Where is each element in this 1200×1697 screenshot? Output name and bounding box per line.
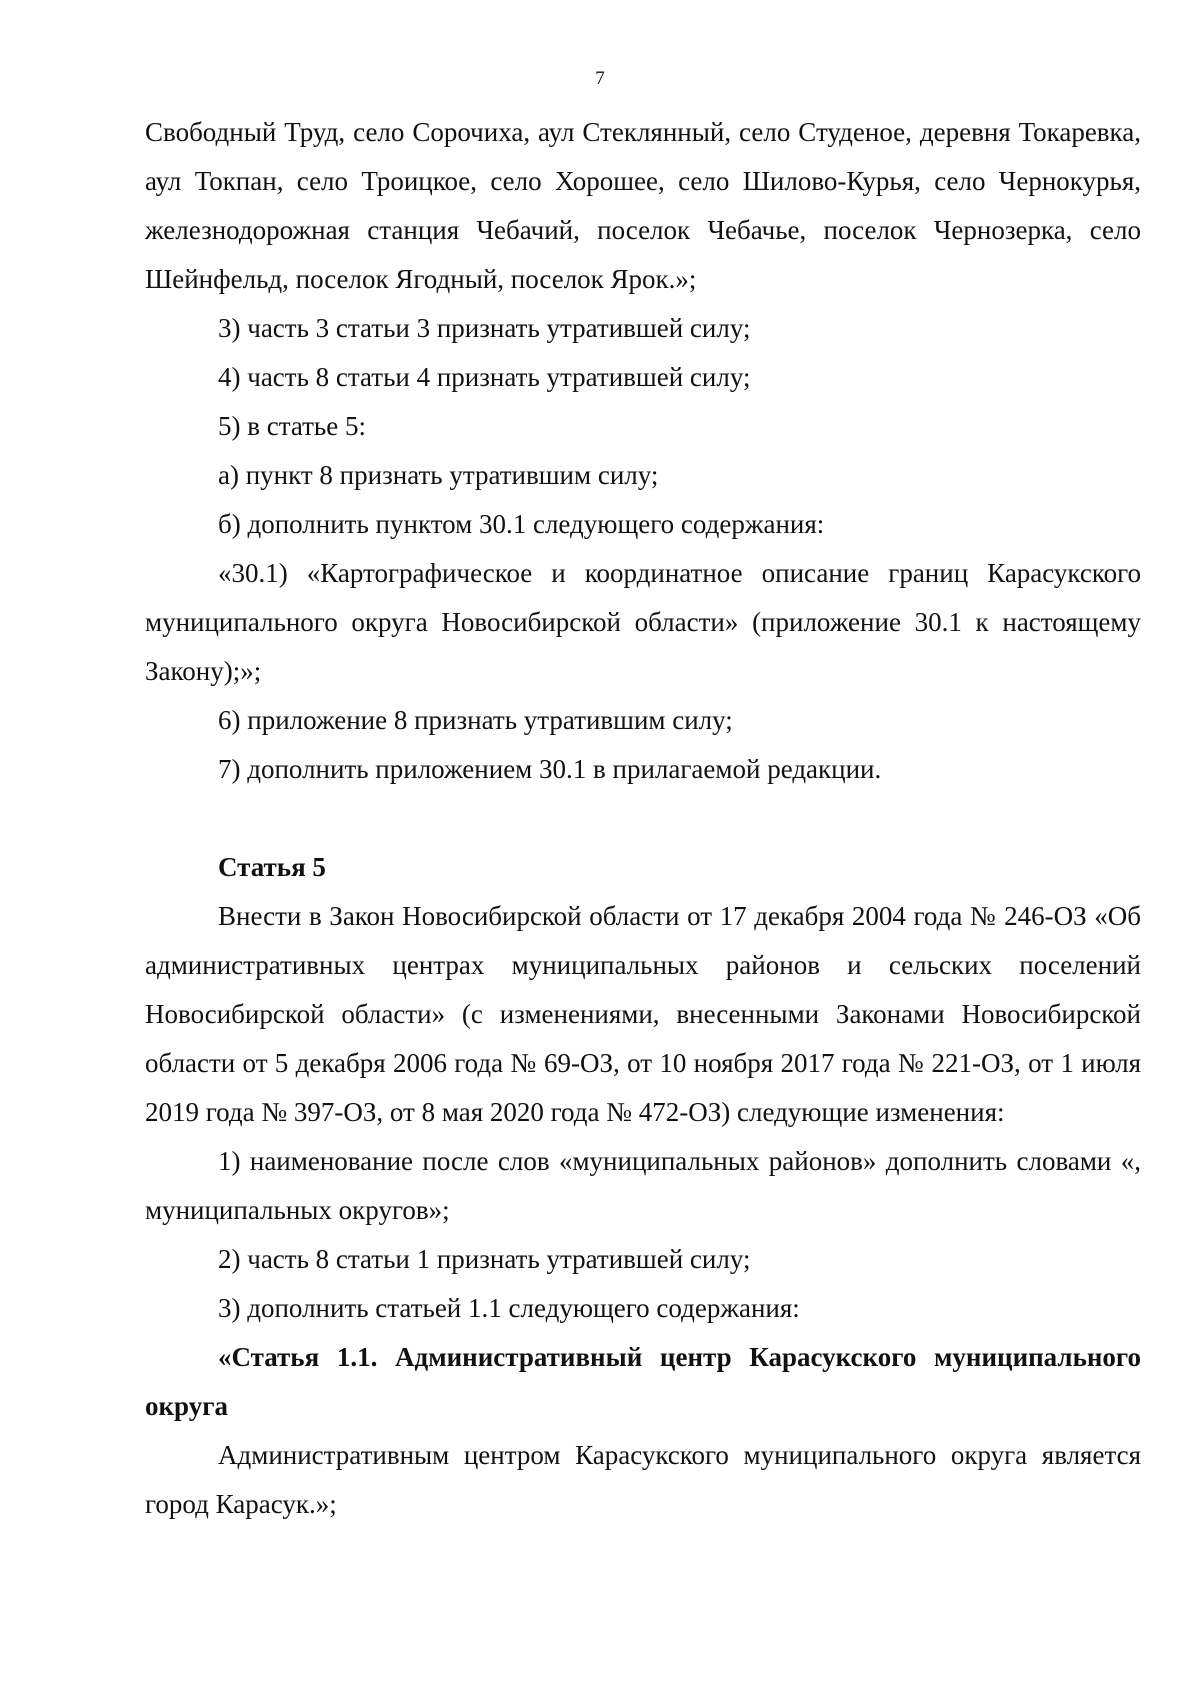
paragraph-change-2: 2) часть 8 статьи 1 признать утратившей силу; (218, 1244, 751, 1274)
paragraph-article-5-intro: Внести в Закон Новосибирской области от 17 декабря 2004 года № 246-ОЗ «Об административных центрах муниципальных районов и сельских поселений Новосибирской области» (с изменениями, внесенными Законами Новосибирской области от 5 декабря 2006 года № 69-ОЗ, от 10 ноября 2017 года № 221-ОЗ, от 1 июля 2019 года № 397-ОЗ, от 8 мая 2020 года № 472-ОЗ) следующие изменения: (145, 901, 1141, 1127)
paragraph-subitem-a: а) пункт 8 признать утратившим силу; (218, 460, 659, 490)
paragraph-item-30-1-quote: «30.1) «Картографическое и координатное описание границ Карасукского муниципального округа Новосибирской области» (приложение 30.1 к настоящему Закону);»; (145, 558, 1141, 686)
section-spacer (145, 794, 1141, 843)
paragraph-item-4: 4) часть 8 статьи 4 признать утратившей силу; (218, 362, 751, 392)
page-number: 7 (595, 68, 605, 89)
paragraph-settlements-list: Свободный Труд, село Сорочиха, аул Стеклянный, село Студеное, деревня Токаревка, аул Токпан, село Троицкое, село Хорошее, село Шилово-Курья, село Чернокурья, железнодорожная станция Чебачий, поселок Чебачье, поселок Чернозерка, село Шейнфельд, поселок Ягодный, поселок Ярок.»; (145, 117, 1141, 294)
quoted-article-heading: «Статья 1.1. Административный центр Карасукского муниципального округа (145, 1342, 1141, 1421)
paragraph-change-1: 1) наименование после слов «муниципальных районов» дополнить словами «, муниципальных округов»; (145, 1146, 1141, 1225)
document-body (145, 108, 1141, 1529)
paragraph-item-3: 3) часть 3 статьи 3 признать утратившей силу; (218, 313, 751, 343)
paragraph-subitem-b: б) дополнить пунктом 30.1 следующего содержания: (218, 509, 825, 539)
paragraph-item-5: 5) в статье 5: (218, 411, 366, 441)
paragraph-change-3: 3) дополнить статьей 1.1 следующего содержания: (218, 1293, 800, 1323)
paragraph-item-7: 7) дополнить приложением 30.1 в прилагаемой редакции. (218, 754, 882, 784)
paragraph-admin-center: Административным центром Карасукского муниципального округа является город Карасук.»; (145, 1440, 1141, 1519)
article-heading: Статья 5 (218, 852, 326, 882)
paragraph-item-6: 6) приложение 8 признать утратившим силу; (218, 705, 733, 735)
